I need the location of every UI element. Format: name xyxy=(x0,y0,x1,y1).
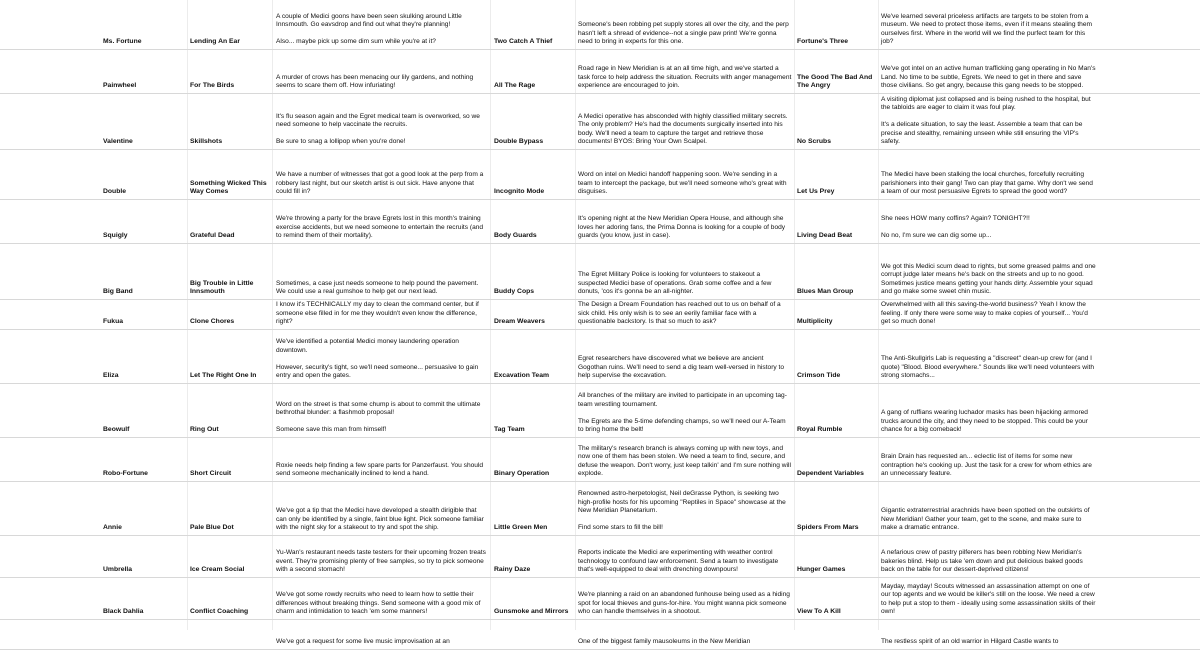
mission-description xyxy=(276,94,488,149)
hero-name xyxy=(103,244,187,299)
mission-description-text: I know it's TECHNICALLY my day to clean the command center, but if someone else filled in for me they wouldn't even know the difference, right? xyxy=(276,301,479,326)
hero-name-text: Big Band xyxy=(103,287,133,295)
mission-description-text: Yu-Wan's restaurant needs taste testers for their upcoming frozen treats event. They're promising plenty of free samples, so try to pick someone with a second stomach! xyxy=(276,549,486,574)
mission-description xyxy=(881,300,1097,329)
mission-description-text: Road rage in New Meridian is at an all time high, and we've started a task force to help address the situation. Recruits with anger management experience are encouraged to join. xyxy=(578,65,792,90)
table-row xyxy=(0,438,1200,482)
mission-description xyxy=(881,620,1097,649)
mission-name xyxy=(494,578,574,619)
mission-name-text: Ice Cream Social xyxy=(190,565,245,573)
mission-name xyxy=(494,482,574,535)
mission-description xyxy=(881,94,1097,149)
mission-name-text: Living Dead Beat xyxy=(797,231,853,239)
mission-description-text: We've got some rowdy recruits who need to learn how to settle their differences without breaking things. Send someone with a good mix of charm and intimidation to teach 'em some manners! xyxy=(276,591,481,616)
mission-description xyxy=(276,300,488,329)
mission-name xyxy=(797,94,877,149)
mission-description-text: Someone's been robbing pet supply stores all over the city, and the perp hasn't left a shread of evidence--not a single paw print! We're gonna need to bring in experts for this one. xyxy=(578,21,789,46)
table-row xyxy=(0,94,1200,150)
mission-name xyxy=(797,330,877,383)
mission-name xyxy=(797,300,877,329)
mission-name-text: Big Trouble in Little Innsmouth xyxy=(190,279,254,295)
mission-description-text: The restless spirit of an old warrior in Hilgard Castle wants to xyxy=(881,638,1059,646)
mission-name xyxy=(494,0,574,49)
mission-description-text: The military's research branch is always coming up with new toys, and now one of them has been stolen. We need a team to find, secure, and defuse the weapon. Don't worry, just keep talkin' and I'm sure nothing will explode. xyxy=(578,444,791,478)
mission-name-text: Something Wicked This Way Comes xyxy=(190,179,267,195)
mission-name xyxy=(494,244,574,299)
mission-name-text: Body Guards xyxy=(494,231,537,239)
mission-name-text: Crimson Tide xyxy=(797,371,841,379)
mission-name xyxy=(797,578,877,619)
mission-description-text: One of the biggest family mausoleums in the New Meridian xyxy=(578,638,751,646)
mission-description xyxy=(881,536,1097,577)
mission-name xyxy=(494,50,574,93)
mission-name-text: For The Birds xyxy=(190,81,235,89)
mission-name xyxy=(797,620,877,649)
mission-description xyxy=(276,438,488,481)
mission-description xyxy=(276,384,488,437)
mission-name xyxy=(797,244,877,299)
mission-description-text: We got this Medici scum dead to rights, but some greased palms and one corrupt judge later means he's back on the streets and up to no good. Sometimes justice means getting your hands dirty. Assemble your squad and go make some sweet chin music. xyxy=(881,262,1096,296)
hero-name xyxy=(103,50,187,93)
hero-name-text: Annie xyxy=(103,523,122,531)
hero-name xyxy=(103,578,187,619)
mission-name-text: Hunger Games xyxy=(797,565,846,573)
mission-description xyxy=(578,200,792,243)
hero-name xyxy=(103,300,187,329)
mission-description xyxy=(578,384,792,437)
mission-name-text: Two Catch A Thief xyxy=(494,37,553,45)
hero-name-text: Squigly xyxy=(103,231,128,239)
mission-description xyxy=(578,150,792,199)
mission-name xyxy=(797,150,877,199)
hero-name-text: Black Dahlia xyxy=(103,607,144,615)
hero-name-text: Valentine xyxy=(103,137,133,145)
mission-description xyxy=(276,578,488,619)
mission-description xyxy=(276,620,488,649)
mission-description xyxy=(578,300,792,329)
mission-description xyxy=(881,384,1097,437)
mission-name-text: Grateful Dead xyxy=(190,231,235,239)
mission-description xyxy=(578,50,792,93)
mission-description xyxy=(881,482,1097,535)
mission-name-text: Little Green Men xyxy=(494,523,548,531)
mission-name xyxy=(190,94,274,149)
mission-name xyxy=(190,300,274,329)
mission-description xyxy=(276,536,488,577)
mission-description-text: Mayday, mayday! Scouts witnessed an assassination attempt on one of our top agents and we would be killer's still on the loose. We need a crew to help put a stop to them - ideally using some assassination skills of their own! xyxy=(881,582,1096,616)
mission-description-text: Egret researchers have discovered what we believe are ancient Gogothan ruins. We'll need to send a dig team well-versed in history to help supervise the excavation. xyxy=(578,355,785,380)
hero-name xyxy=(103,482,187,535)
mission-description xyxy=(276,330,488,383)
mission-name-text: Dependent Variables xyxy=(797,469,864,477)
mission-name xyxy=(494,330,574,383)
mission-name xyxy=(494,150,574,199)
mission-name xyxy=(494,536,574,577)
mission-description xyxy=(276,200,488,243)
mission-name xyxy=(797,384,877,437)
mission-name-text: Rainy Daze xyxy=(494,565,531,573)
mission-name xyxy=(190,50,274,93)
hero-name xyxy=(103,330,187,383)
mission-description xyxy=(276,150,488,199)
mission-name-text: Clone Chores xyxy=(190,317,235,325)
mission-name-text: Spiders From Mars xyxy=(797,523,859,531)
mission-description-text: We've got a tip that the Medici have developed a stealth dirigible that can only be identified by a single, faint blue light. Pick someone familiar with the night sky for a stakeout to try and spot the ship. xyxy=(276,507,484,532)
mission-name-text: Let Us Prey xyxy=(797,187,835,195)
table-row xyxy=(0,384,1200,438)
mission-name xyxy=(797,438,877,481)
mission-name xyxy=(494,438,574,481)
mission-name xyxy=(190,438,274,481)
mission-description-text: A murder of crows has been menacing our lily gardens, and nothing seems to scare them off. How infuriating! xyxy=(276,73,474,90)
mission-description xyxy=(881,330,1097,383)
mission-name-text: The Good The Bad And The Angry xyxy=(797,73,873,89)
mission-description-text: Renowned astro-herpetologist, Neil deGrasse Python, is seeking two high-profile hosts for his upcoming "Reptiles in Space" showcase at the New Meridian Planetarium. Find some stars to fill the bill! xyxy=(578,490,786,532)
mission-name xyxy=(190,384,274,437)
mission-name xyxy=(797,0,877,49)
mission-name xyxy=(494,300,574,329)
mission-name-text: Blues Man Group xyxy=(797,287,854,295)
mission-description xyxy=(881,244,1097,299)
mission-name xyxy=(494,384,574,437)
mission-name xyxy=(797,536,877,577)
mission-name xyxy=(190,620,274,649)
mission-description-text: The Design a Dream Foundation has reached out to us on behalf of a sick child. His only wish is to see an eerily familiar face with a questionable backstory. Is that so much to ask? xyxy=(578,301,781,326)
table-row xyxy=(0,50,1200,94)
mission-description xyxy=(578,330,792,383)
mission-description-text: Word on intel on Medici handoff happening soon. We're sending in a team to intercept the package, but we'll need someone who's great with disguises. xyxy=(578,171,787,196)
mission-description xyxy=(276,482,488,535)
mission-name-text: View To A Kill xyxy=(797,607,841,615)
mission-description xyxy=(578,438,792,481)
mission-description-text: She nees HOW many coffins? Again? TONIGHT?!! No no, I'm sure we can dig some up... xyxy=(881,215,1030,240)
mission-description-text: A Medici operative has absconded with highly classified military secrets. The only problem? He's had the documents surgically inserted into his body. We'll need a team to capture the target and retrieve those documents! BYOS: Bring Your Own Scalpel. xyxy=(578,112,788,146)
mission-description-text: The Egret Military Police is looking for volunteers to stakeout a suspected Medici base of operations. Grab some coffee and a few donuts, 'cos it's gonna be an all-nighter. xyxy=(578,271,772,296)
table-row xyxy=(0,0,1200,50)
mission-description xyxy=(881,0,1097,49)
mission-name-text: Multiplicity xyxy=(797,317,833,325)
mission-name xyxy=(494,620,574,649)
mission-description-text: We have a number of witnesses that got a good look at the perp from a robbery last night, but our sketch artist is out sick. Have anyone that could fill in? xyxy=(276,171,484,196)
mission-name-text: Excavation Team xyxy=(494,371,550,379)
mission-description-text: Brain Drain has requested an... eclectic list of items for some new contraption he's cooking up. Just the task for a crew for whom ethics are an unnecessary feature. xyxy=(881,453,1092,478)
hero-name-text: Eliza xyxy=(103,371,119,379)
mission-description xyxy=(578,0,792,49)
hero-name-text: Ms. Fortune xyxy=(103,37,142,45)
table-row xyxy=(0,150,1200,200)
mission-description xyxy=(578,482,792,535)
mission-description xyxy=(578,94,792,149)
mission-name xyxy=(797,50,877,93)
mission-name xyxy=(494,94,574,149)
table-row xyxy=(0,330,1200,384)
mission-name xyxy=(797,200,877,243)
mission-description-text: All branches of the military are invited to participate in an upcoming tag-team wrestling tournament. The Egrets are the 5-time defending champs, so we'll need our A-Team to bring home the belt! xyxy=(578,392,787,434)
mission-description-text: A gang of ruffians wearing luchador masks has been hijacking armored trucks around the city, and they need to be stopped. This could be your chance for a big comeback! xyxy=(881,409,1088,434)
mission-name-text: Buddy Cops xyxy=(494,287,535,295)
hero-name xyxy=(103,94,187,149)
hero-name-text: Fukua xyxy=(103,317,124,325)
mission-description-text: A nefarious crew of pastry pilferers has been robbing New Meridian's bakeries blind. Help us take 'em down and put delicious baked goods back on the table for our dessert-deprived citizens! xyxy=(881,549,1083,574)
mission-name xyxy=(190,200,274,243)
mission-name-text: Short Circuit xyxy=(190,469,232,477)
mission-description-text: Reports indicate the Medici are experimenting with weather control technology to confound law enforcement. Send a team to investigate that's well-equipped to deal with drenching downpours! xyxy=(578,549,779,574)
mission-description xyxy=(881,150,1097,199)
hero-name-text: Double xyxy=(103,187,127,195)
hero-name xyxy=(103,536,187,577)
mission-name xyxy=(190,330,274,383)
hero-name-text: Robo-Fortune xyxy=(103,469,148,477)
mission-description xyxy=(881,578,1097,619)
mission-name-text: Skillshots xyxy=(190,137,223,145)
mission-description xyxy=(881,200,1097,243)
mission-description xyxy=(881,50,1097,93)
mission-description xyxy=(578,244,792,299)
mission-name-text: Lending An Ear xyxy=(190,37,240,45)
table-row xyxy=(0,200,1200,244)
mission-description-text: Sometimes, a case just needs someone to help pound the pavement. We could use a real gumshoe to help get our next lead. xyxy=(276,279,479,296)
mission-description xyxy=(276,244,488,299)
table-row xyxy=(0,300,1200,330)
mission-name-text: Double Bypass xyxy=(494,137,544,145)
mission-name-text: Dream Weavers xyxy=(494,317,545,325)
mission-description-text: The Anti-Skullgirls Lab is requesting a "discreet" clean-up crew for (and I quote) "Blood. Blood everywhere." Sounds like we'll need volunteers with strong stomachs... xyxy=(881,355,1095,380)
mission-description-text: A visiting diplomat just collapsed and is being rushed to the hospital, but the tabloids are eager to claim it was foul play. It's a delicate situation, to say the least. Assemble a team that can be precise and stealthy, remaining unseen while still ensuring the VIP's safety. xyxy=(881,95,1091,146)
hero-name-text: Umbrella xyxy=(103,565,133,573)
mission-description xyxy=(276,0,488,49)
mission-description-text: A couple of Medici goons have been seen skulking around Little Innsmouth. Go eavsdrop and find out what they're planning! Also... maybe pick up some dim sum while you're at it? xyxy=(276,12,462,46)
mission-name xyxy=(494,200,574,243)
table-row xyxy=(0,482,1200,536)
mission-name-text: Binary Operation xyxy=(494,469,550,477)
table-row xyxy=(0,620,1200,650)
mission-name-text: Gunsmoke and Mirrors xyxy=(494,607,569,615)
mission-name xyxy=(190,482,274,535)
mission-name-text: Tag Team xyxy=(494,425,525,433)
mission-description-text: We're throwing a party for the brave Egrets lost in this month's training exercise accidents, but we need someone to entertain the recruits (and to remind them of their mortality). xyxy=(276,215,484,240)
mission-description-text: Gigantic extraterrestrial arachnids have been spotted on the outskirts of New Meridian! Gather your team, get to the scene, and make sure to make a dramatic entrance. xyxy=(881,507,1090,532)
mission-description-text: Word on the street is that some chump is about to commit the ultimate bethrothal blunder: a flashmob proposal! Someone save this man from himself! xyxy=(276,400,481,434)
mission-name xyxy=(190,536,274,577)
hero-name-text: Beowulf xyxy=(103,425,130,433)
mission-description-text: The Medici have been stalking the local churches, forcefully recruiting parishioners into their gang! Two can play that game. Why don't we send a team of our most persuasive Egrets to spread the good word? xyxy=(881,171,1093,196)
mission-description-text: We're planning a raid on an abandoned funhouse being used as a hiding spot for local thieves and guns-for-hire. You might wanna pick someone who can handle themselves in a shootout. xyxy=(578,591,790,616)
table-row xyxy=(0,536,1200,578)
mission-description-text: Roxie needs help finding a few spare parts for Panzerfaust. You should send someone mechanically inclined to lend a hand. xyxy=(276,461,484,478)
mission-description-text: We've got a request for some live music improvisation at an xyxy=(276,638,450,646)
mission-name-text: Let The Right One In xyxy=(190,371,257,379)
mission-description-text: It's opening night at the New Meridian Opera House, and although she loves her adoring fans, the Prima Donna is looking for a couple of body guards (you know, just in case). xyxy=(578,215,786,240)
mission-description xyxy=(578,536,792,577)
table-row xyxy=(0,244,1200,300)
hero-name xyxy=(103,620,187,649)
mission-description xyxy=(276,50,488,93)
mission-name-text: Conflict Coaching xyxy=(190,607,249,615)
mission-name xyxy=(190,0,274,49)
mission-name xyxy=(797,482,877,535)
mission-description-text: We've learned several priceless artifacts are targets to be stolen from a museum. We need to protect those items, even if it means stealing them ourselves first. Where in the world will we find the purfect team for this job? xyxy=(881,12,1092,46)
mission-name-text: Pale Blue Dot xyxy=(190,523,234,531)
mission-description xyxy=(578,620,792,649)
mission-name-text: Ring Out xyxy=(190,425,219,433)
mission-description-text: We've identified a potential Medici money laundering operation downtown. However, security's tight, so we'll need someone... persuasive to gain entry and open the gates. xyxy=(276,338,479,380)
hero-name xyxy=(103,150,187,199)
mission-name-text: Royal Rumble xyxy=(797,425,843,433)
hero-name xyxy=(103,438,187,481)
hero-name xyxy=(103,384,187,437)
mission-description-text: It's flu season again and the Egret medical team is overworked, so we need someone to help vaccinate the recruits. Be sure to snag a lollipop when you're done! xyxy=(276,112,480,146)
mission-description-text: We've got intel on an active human trafficking gang operating in No Man's Land. No time to be subtle, Egrets. We need to get in there and save those civilians. So get angry, because this gang needs to be stopped. xyxy=(881,65,1096,90)
mission-name xyxy=(190,244,274,299)
mission-name xyxy=(190,578,274,619)
table-row xyxy=(0,578,1200,620)
mission-name-text: Fortune's Three xyxy=(797,37,849,45)
hero-name xyxy=(103,200,187,243)
mission-name-text: Incognito Mode xyxy=(494,187,545,195)
hero-name-text: Painwheel xyxy=(103,81,137,89)
mission-description xyxy=(881,438,1097,481)
mission-name xyxy=(190,150,274,199)
mission-description xyxy=(578,578,792,619)
mission-description-text: Overwhelmed with all this saving-the-world business? Yeah I know the feeling. If only there were some way to make copies of yourself... You'd get so much done! xyxy=(881,301,1088,326)
mission-name-text: All The Rage xyxy=(494,81,536,89)
mission-name-text: No Scrubs xyxy=(797,137,831,145)
hero-name xyxy=(103,0,187,49)
